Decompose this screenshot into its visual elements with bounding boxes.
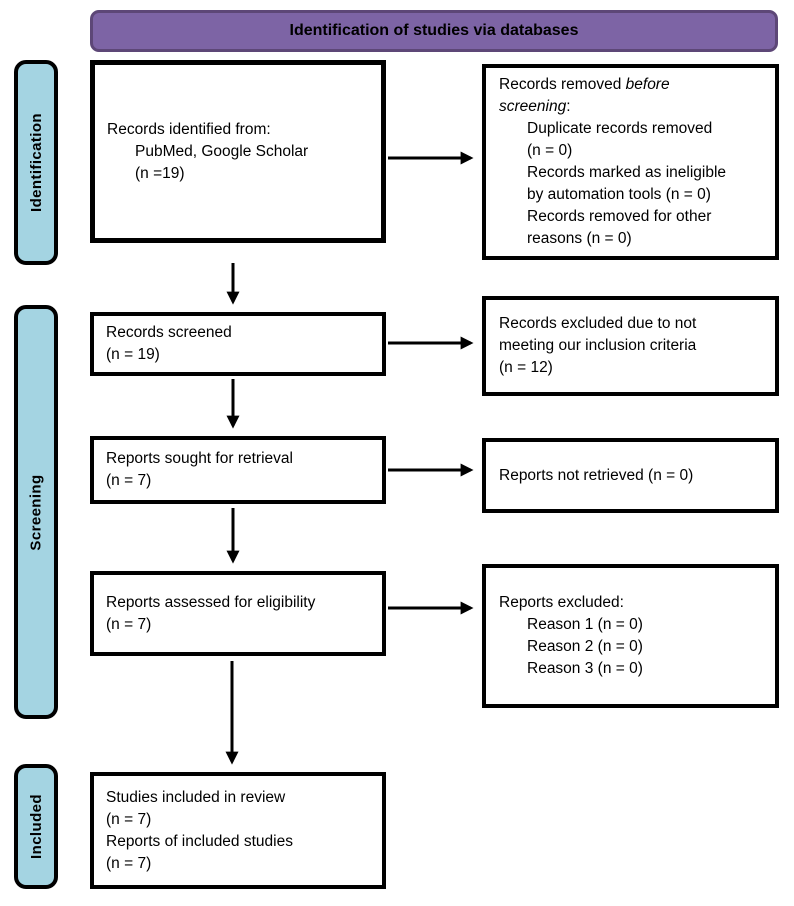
text-segment: : xyxy=(566,98,571,115)
stage-label-identification: Identification xyxy=(27,113,45,212)
box-text-line: (n = 12) xyxy=(499,359,553,376)
box-text-line: Reason 2 (n = 0) xyxy=(527,638,643,655)
box-text-line: Records screened xyxy=(106,324,232,341)
text-segment-italic: before xyxy=(625,76,670,93)
header-title: Identification of studies via databases xyxy=(289,22,579,39)
box-text-line: (n = 7) xyxy=(106,810,152,828)
stage-label-screening: Screening xyxy=(27,473,45,551)
box-text-line: by automation tools (n = 0) xyxy=(527,186,711,203)
box-text-line: Reports not retrieved (n = 0) xyxy=(499,466,694,484)
stage-bar-included xyxy=(14,764,58,889)
box-text-line: meeting our inclusion criteria xyxy=(499,337,697,354)
box-text-line: (n =19) xyxy=(135,164,185,182)
text-segment-italic: screening xyxy=(499,98,567,115)
header-banner xyxy=(90,10,778,52)
studies-included-box xyxy=(90,772,386,889)
box-text-line xyxy=(499,74,769,96)
box-text-line: (n = 7) xyxy=(106,615,152,633)
box-text-line: Studies included in review xyxy=(106,788,286,806)
reports-excluded-box xyxy=(482,564,779,708)
records-screened-box xyxy=(90,312,386,376)
reports-not-retrieved-box xyxy=(482,438,779,513)
reports-assessed-box xyxy=(90,571,386,656)
box-text-line: Records excluded due to not xyxy=(499,315,697,332)
box-text-line: Reason 3 (n = 0) xyxy=(527,660,643,677)
box-text-line: Records identified from: xyxy=(107,120,271,138)
box-text-line: reasons (n = 0) xyxy=(527,230,632,247)
box-text-line xyxy=(499,96,769,118)
box-text-line: (n = 7) xyxy=(106,472,152,489)
box-text-line: Reports excluded: xyxy=(499,594,624,611)
box-text-line: (n = 19) xyxy=(106,346,160,363)
box-text-line: (n = 0) xyxy=(527,142,573,159)
box-text-line: Reports of included studies xyxy=(106,832,293,850)
box-text-line: Reason 1 (n = 0) xyxy=(527,616,643,633)
box-text-line: Records marked as ineligible xyxy=(527,164,727,181)
reports-sought-box xyxy=(90,436,386,504)
box-text-line: Duplicate records removed xyxy=(527,120,713,137)
records-excluded-box xyxy=(482,296,779,396)
stage-bar-screening xyxy=(14,305,58,719)
stage-label-included: Included xyxy=(27,794,45,859)
text-segment: Records removed xyxy=(499,76,626,93)
box-text-line: (n = 7) xyxy=(106,854,152,872)
box-text-line: Reports sought for retrieval xyxy=(106,450,293,467)
box-text-line: Reports assessed for eligibility xyxy=(106,593,316,611)
box-text-line: PubMed, Google Scholar xyxy=(135,142,309,160)
records-identified-box xyxy=(90,60,386,243)
records-removed-box xyxy=(482,64,779,260)
stage-bar-identification xyxy=(14,60,58,265)
box-text-line: Records removed for other xyxy=(527,208,712,225)
